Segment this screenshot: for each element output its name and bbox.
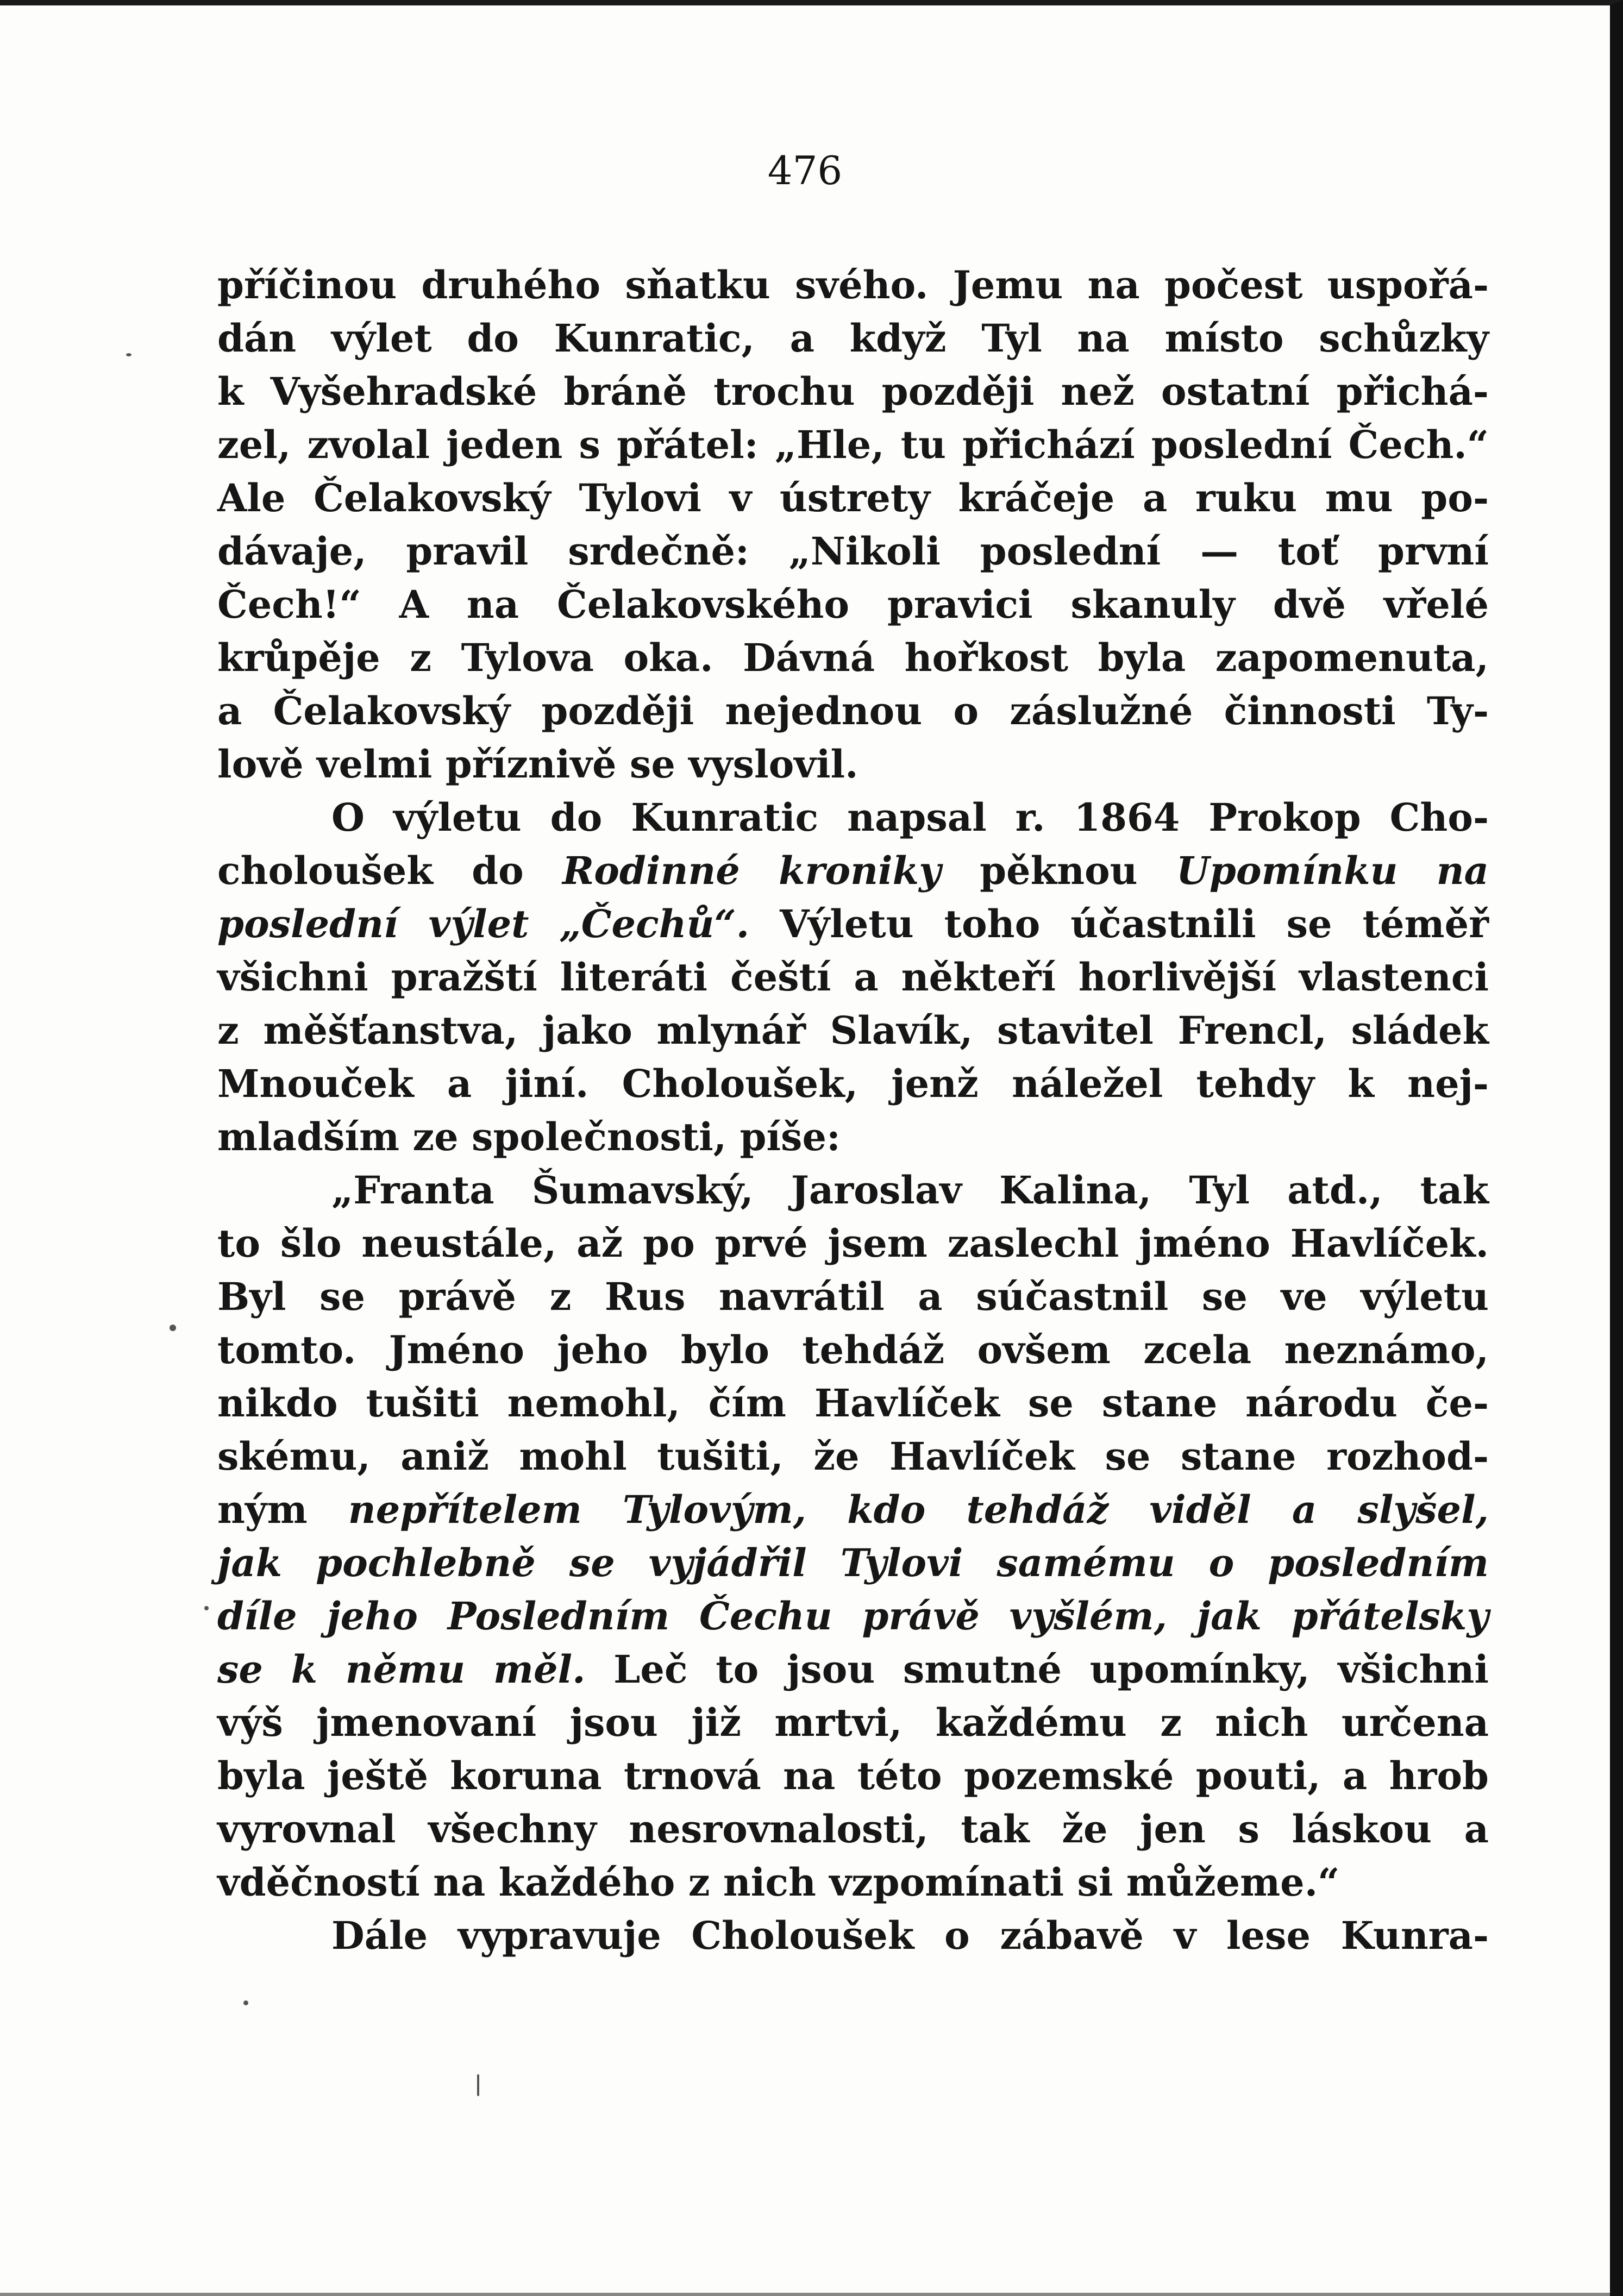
text-line: [217, 1536, 1489, 1590]
italic-text: poslední výlet „Čechů“.: [217, 901, 750, 946]
text-line: [217, 1217, 1489, 1270]
italic-text: Rodinné kroniky: [562, 848, 941, 893]
text-segment: zel, zvolal jeden s přátel: „Hle, tu přichází poslední Čech.“: [217, 422, 1489, 467]
text-line: [217, 312, 1489, 365]
text-line: [217, 738, 1489, 791]
text-line: [217, 1643, 1489, 1696]
text-segment: z měšťanstva, jako mlynář Slavík, stavitel Frencl, sládek: [217, 1008, 1489, 1053]
text-line: [217, 418, 1489, 472]
text-line: [217, 1803, 1489, 1856]
text-line: [217, 1909, 1489, 1962]
italic-text: se k němu měl.: [217, 1647, 586, 1692]
text-segment: Ale Čelakovský Tylovi v ústrety kráčeje a ruku mu po-: [217, 475, 1489, 520]
italic-text: Upomínku na: [1176, 848, 1489, 893]
text-segment: choloušek do: [217, 848, 563, 893]
margin-speck: [170, 1325, 176, 1331]
text-segment: O výletu do Kunratic napsal r. 1864 Prokop Cho-: [331, 795, 1489, 840]
margin-speck: [126, 353, 131, 356]
text-segment: Mnouček a jiní. Choloušek, jenž náležel tehdy k nej-: [217, 1061, 1489, 1106]
italic-text: nepřítelem Tylovým, kdo tehdáž viděl a slyšel,: [348, 1487, 1489, 1532]
text-segment: výš jmenovaní jsou již mrtvi, každému z nich určena: [217, 1700, 1489, 1745]
text-line: [217, 1696, 1489, 1749]
text-segment: Výletu toho účastnili se téměř: [749, 901, 1489, 946]
text-line: [217, 1856, 1489, 1909]
text-segment: vděčností na každého z nich vzpomínati si můžeme.“: [217, 1860, 1340, 1905]
text-line: [217, 685, 1489, 738]
text-segment: Byl se právě z Rus navrátil a súčastnil se ve výletu: [217, 1274, 1489, 1319]
text-segment: ným: [217, 1487, 348, 1532]
text-line: [217, 631, 1489, 685]
text-segment: všichni pražští literáti čeští a někteří horlivější vlastenci: [217, 955, 1489, 1000]
margin-speck: [477, 2074, 479, 2096]
page-bottom-edge: [0, 2293, 1610, 2296]
text-line: [217, 1430, 1489, 1483]
text-line: [217, 1323, 1489, 1377]
text-segment: dávaje, pravil srdečně: „Nikoli poslední — toť první: [217, 529, 1489, 574]
text-segment: Čech!“ A na Čelakovského pravici skanuly dvě vřelé: [217, 582, 1489, 627]
text-line: [217, 1377, 1489, 1430]
text-line: [217, 1057, 1489, 1111]
text-line: [217, 259, 1489, 312]
italic-text: jak pochlebně se vyjádřil Tylovi samému o posledním: [217, 1540, 1489, 1585]
text-line: [217, 791, 1489, 844]
text-segment: lově velmi příznivě se vyslovil.: [217, 742, 859, 787]
text-segment: Leč to jsou smutné upomínky, všichni: [585, 1647, 1489, 1692]
text-segment: krůpěje z Tylova oka. Dávná hořkost byla zapomenuta,: [217, 635, 1489, 680]
text-segment: „Franta Šumavský, Jaroslav Kalina, Tyl atd., tak: [331, 1168, 1489, 1213]
text-segment: skému, aniž mohl tušiti, že Havlíček se stane rozhod-: [217, 1434, 1489, 1479]
text-segment: příčinou druhého sňatku svého. Jemu na počest uspořá-: [217, 262, 1489, 308]
text-line: [217, 1483, 1489, 1536]
text-line: [217, 525, 1489, 578]
text-line: [217, 1164, 1489, 1217]
text-line: [217, 844, 1489, 898]
margin-speck: [204, 1606, 209, 1610]
body-text: [217, 259, 1489, 1962]
text-segment: vyrovnal všechny nesrovnalosti, tak že jen s láskou a: [217, 1806, 1489, 1852]
text-line: [217, 898, 1489, 951]
text-segment: nikdo tušiti nemohl, čím Havlíček se stane národu če-: [217, 1381, 1489, 1426]
text-line: [217, 1590, 1489, 1643]
text-line: [217, 951, 1489, 1004]
text-segment: k Vyšehradské bráně trochu později než ostatní přichá-: [217, 369, 1489, 414]
text-line: [217, 365, 1489, 418]
text-segment: mladším ze společnosti, píše:: [217, 1114, 841, 1159]
text-line: [217, 472, 1489, 525]
text-segment: pěknou: [941, 848, 1176, 893]
page-number: 476: [767, 148, 843, 193]
text-line: [217, 578, 1489, 631]
text-segment: tomto. Jméno jeho bylo tehdáž ovšem zcela neznámo,: [217, 1327, 1489, 1372]
text-segment: Dále vypravuje Choloušek o zábavě v lese Kunra-: [331, 1913, 1489, 1958]
text-segment: to šlo neustále, až po prvé jsem zaslechl jméno Havlíček.: [217, 1221, 1489, 1266]
text-segment: dán výlet do Kunratic, a když Tyl na místo schůzky: [217, 316, 1489, 361]
margin-speck: [243, 2000, 248, 2005]
text-segment: a Čelakovský později nejednou o záslužné činnosti Ty-: [217, 688, 1489, 733]
text-line: [217, 1111, 1489, 1164]
text-line: [217, 1004, 1489, 1057]
text-line: [217, 1270, 1489, 1323]
text-line: [217, 1749, 1489, 1803]
text-segment: byla ještě koruna trnová na této pozemské pouti, a hrob: [217, 1753, 1489, 1798]
italic-text: díle jeho Posledním Čechu právě vyšlém, jak přátelsky: [217, 1594, 1489, 1639]
